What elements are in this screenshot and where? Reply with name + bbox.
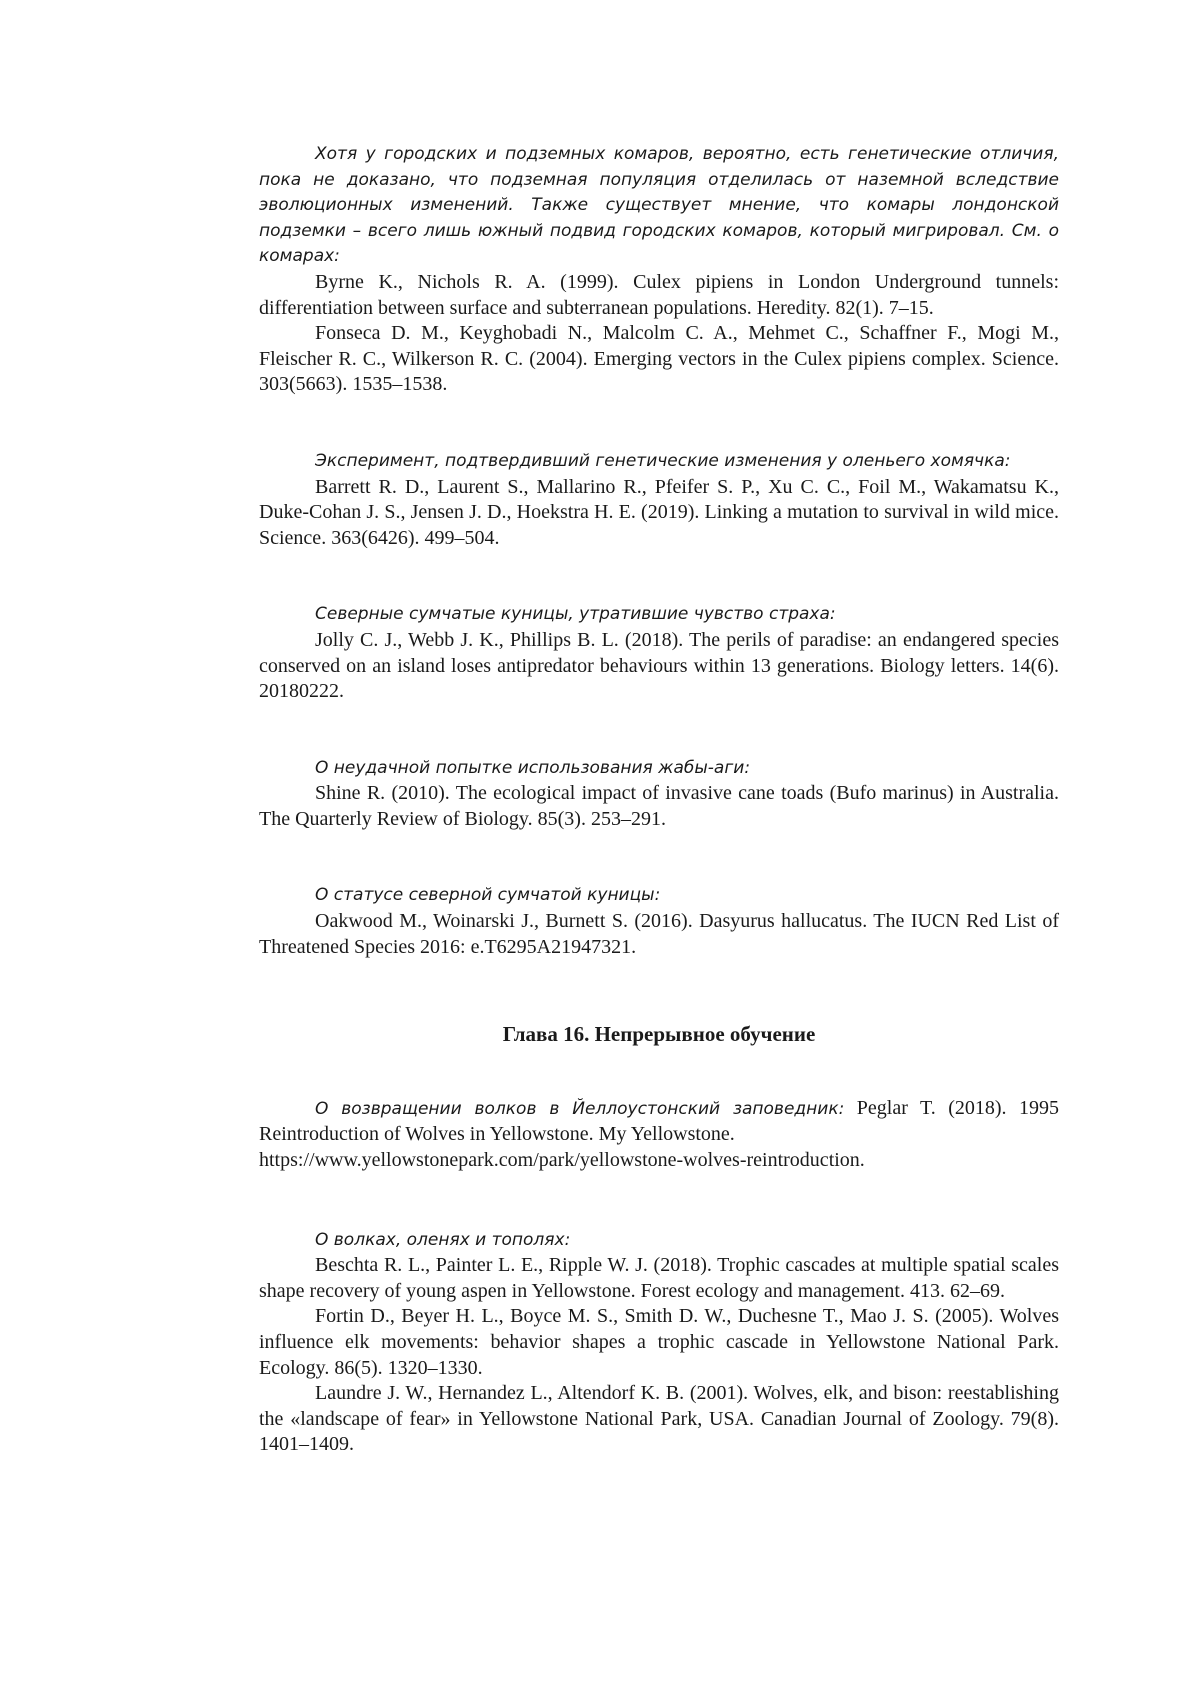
reference-entry: Jolly C. J., Webb J. K., Phillips B. L. (2018). The perils of paradise: an endangered species conserved on an island loses antipredator behaviours within 13 generations. Biology letters. 14(6). 20180222. [259,628,1059,703]
section-note: О возвращении волков в Йеллоустонский заповедник: [315,1098,845,1119]
spacer [259,705,1059,756]
document-page [259,142,1059,1458]
section-note: О статусе северной сумчатой куницы: [315,885,661,906]
spacer [259,398,1059,449]
reference-url: https://www.yellowstonepark.com/park/yellowstone-wolves-reintroduction. [259,1149,865,1172]
reference-text: Peglar T. (2018). 1995 Reintroduction of Wolves in Yellowstone. My Yellowstone. [259,1096,1059,1146]
section-note: О волках, оленях и тополях: [315,1229,571,1250]
chapter-title: Глава 16. Непрерывное обучение [502,1022,816,1047]
spacer [259,1048,1059,1096]
section-note: Эксперимент, подтвердивший генетические изменения у оленьего хомячка: [315,450,1011,471]
spacer [259,551,1059,602]
section-note: Северные сумчатые куницы, утратившие чувство страха: [315,604,836,625]
spacer [259,1174,1059,1228]
reference-entry: Barrett R. D., Laurent S., Mallarino R., Pfeifer S. P., Xu C. C., Foil M., Wakamatsu K., Duke-Cohan J. S., Jensen J. D., Hoekstra H. E. (2019). Linking a mutation to survival in wild mice. Science. 363(6426). 499–504. [259,475,1059,549]
reference-entry: Fonseca D. M., Keyghobadi N., Malcolm C. A., Mehmet C., Schaffner F., Mogi M., Fleischer R. C., Wilkerson R. C. (2004). Emerging vectors in the Culex pipiens complex. Science. 303(5663). 1535–1538. [259,322,1059,396]
section-note: О неудачной попытке использования жабы-аги: [315,757,751,778]
reference-entry: Byrne K., Nichols R. A. (1999). Culex pipiens in London Underground tunnels: differentiation between surface and subterranean populations. Heredity. 82(1). 7–15. [259,270,1059,319]
reference-entry: Shine R. (2010). The ecological impact of invasive cane toads (Bufo marinus) in Australia. The Quarterly Review of Biology. 85(3). 253–291. [259,782,1059,830]
reference-entry: Fortin D., Beyer H. L., Boyce M. S., Smith D. W., Duchesne T., Mao J. S. (2005). Wolves influence elk movements: behavior shapes a trophic cascade in Yellowstone National Park. Ecology. 86(5). 1320–1330. [259,1305,1059,1379]
reference-entry: Beschta R. L., Painter L. E., Ripple W. J. (2018). Trophic cascades at multiple spatial scales shape recovery of young aspen in Yellowstone. Forest ecology and management. 413. 62–69. [259,1254,1059,1302]
reference-entry: Oakwood M., Woinarski J., Burnett S. (2016). Dasyurus hallucatus. The IUCN Red List of Threatened Species 2016: e.T6295A21947321. [259,910,1059,958]
spacer [259,832,1059,883]
section-note: Хотя у городских и подземных комаров, вероятно, есть генетические отличия, пока не доказано, что подземная популяция отделилась от наземной вследствие эволюционных изменений. Также существует мнение, что комары лондонской подземки – всего лишь южный подвид городских комаров, который мигрировал. См. о комарах: [259,144,1059,267]
spacer [259,960,1059,1022]
reference-entry: Laundre J. W., Hernandez L., Altendorf K. B. (2001). Wolves, elk, and bison: reestablishing the «landscape of fear» in Yellowstone National Park, USA. Canadian Journal of Zoology. 79(8). 1401–1409. [259,1382,1059,1456]
reference-entry-wolves-intro [259,1096,1059,1148]
